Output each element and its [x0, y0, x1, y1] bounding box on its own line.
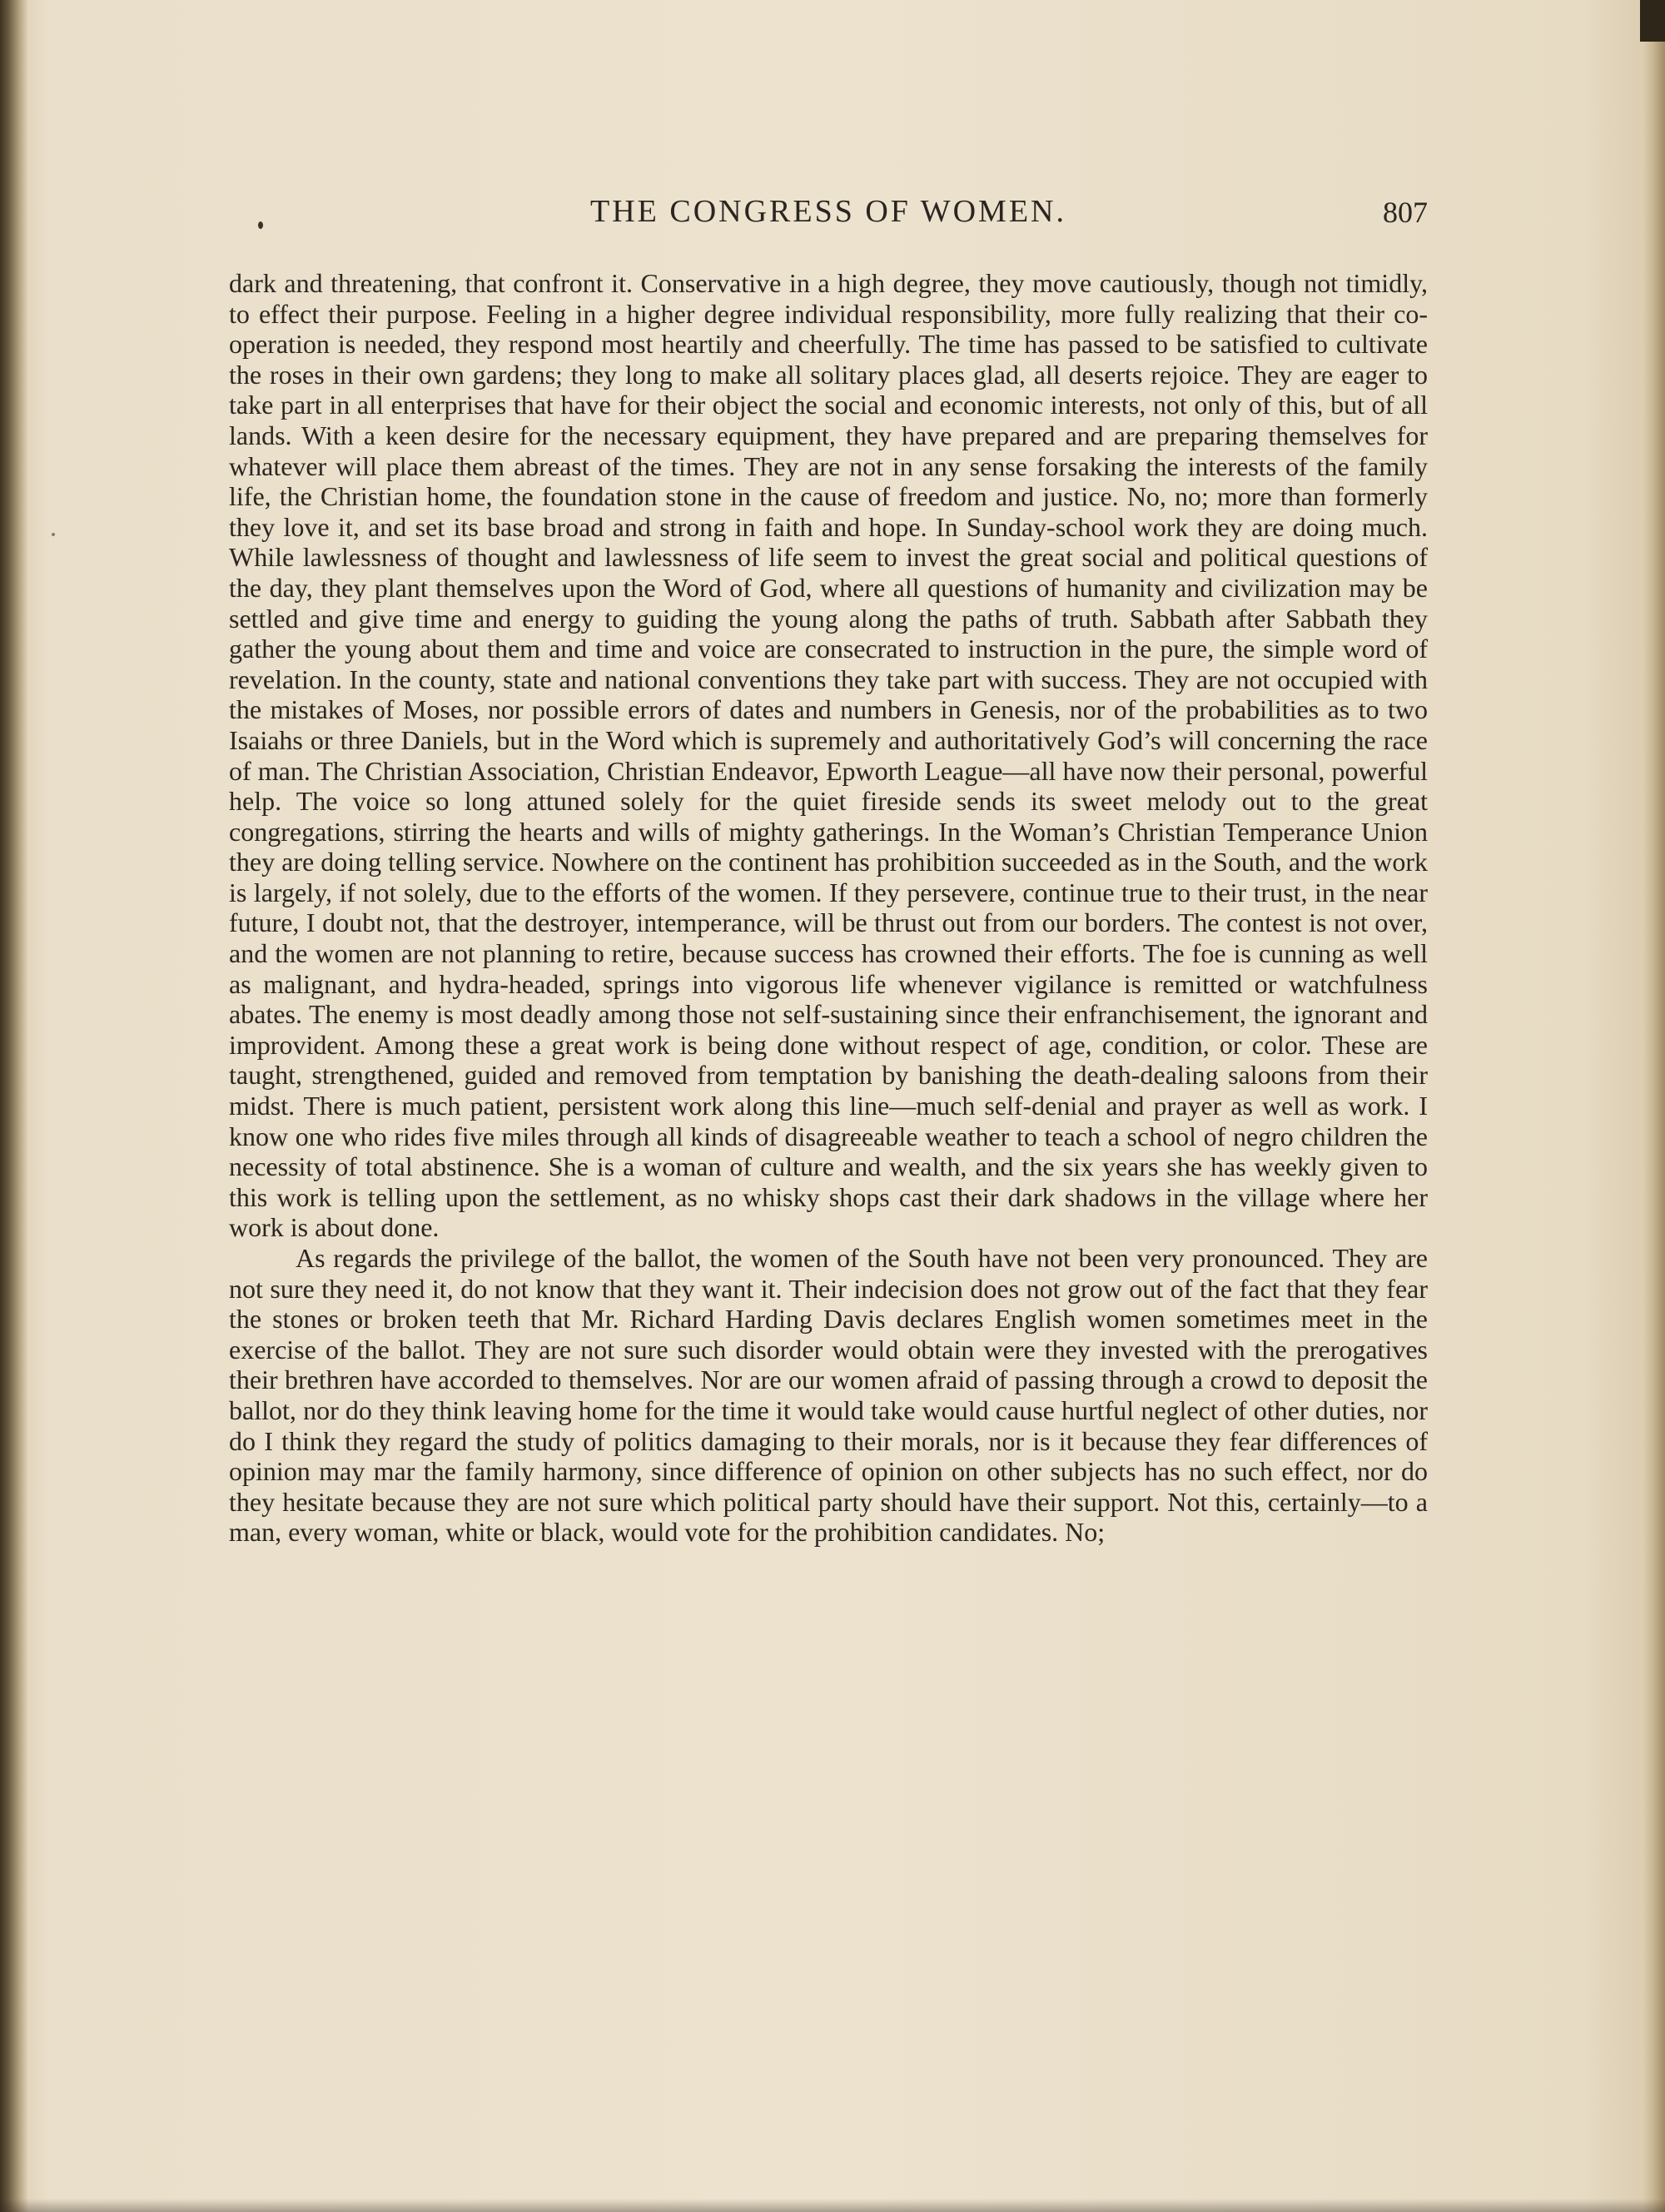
- page-corner-shadow: [1640, 0, 1665, 42]
- page-fore-edge: [1643, 0, 1665, 2212]
- book-spine-edge: [0, 0, 28, 2212]
- paragraph-continued: dark and threatening, that confront it. Conservative in a high degree, they move cautiously, though not timidly, to effect their purpose. Feeling in a higher degree individual responsibility, more fully realizing that their co-operation is needed, they respond most heartily and cheerfully. The time has passed to be satisfied to cultivate the roses in their own gardens; they long to make all solitary places glad, all deserts rejoice. They are eager to take part in all enterprises that have for their object the social and economic interests, not only of this, but of all lands. With a keen desire for the necessary equipment, they have prepared and are preparing themselves for whatever will place them abreast of the times. They are not in any sense forsaking the interests of the family life, the Christian home, the foundation stone in the cause of freedom and justice. No, no; more than formerly they love it, and set its base broad and strong in faith and hope. In Sunday-school work they are doing much. While lawlessness of thought and lawlessness of life seem to invest the great social and political questions of the day, they plant themselves upon the Word of God, where all questions of humanity and civilization may be settled and give time and energy to guiding the young along the paths of truth. Sabbath after Sabbath they gather the young about them and time and voice are consecrated to instruction in the pure, the simple word of revelation. In the county, state and national conventions they take part with success. They are not occupied with the mistakes of Moses, nor possible errors of dates and numbers in Genesis, nor of the probabilities as to two Isaiahs or three Daniels, but in the Word which is supremely and authoritatively God’s will concerning the race of man. The Christian Association, Christian Endeavor, Epworth League—all have now their personal, powerful help. The voice so long attuned solely for the quiet fireside sends its sweet melody out to the great congregations, stirring the hearts and wills of mighty gatherings. In the Woman’s Christian Temperance Union they are doing telling service. Nowhere on the continent has prohibition succeeded as in the South, and the work is largely, if not solely, due to the efforts of the women. If they persevere, continue true to their trust, in the near future, I doubt not, that the destroyer, intemperance, will be thrust out from our borders. The contest is not over, and the women are not planning to retire, because success has crowned their efforts. The foe is cunning as well as malignant, and hydra-headed, springs into vigorous life whenever vigilance is remitted or watchfulness abates. The enemy is most deadly among those not self-sustaining since their enfranchisement, the ignorant and improvident. Among these a great work is being done without respect of age, condition, or color. These are taught, strengthened, guided and removed from temptation by banishing the death-dealing saloons from their midst. There is much patient, persistent work along this line—much self-denial and prayer as well as work. I know one who rides five miles through all kinds of disagreeable weather to teach a school of negro children the necessity of total abstinence. She is a woman of culture and wealth, and the six years she has weekly given to this work is telling upon the settlement, as no whisky shops cast their dark shadows in the village where her work is about done.: [229, 268, 1428, 1243]
- paper-spot: [52, 533, 55, 536]
- running-title: THE CONGRESS OF WOMEN.: [589, 194, 1066, 229]
- page-bottom-shadow: [0, 2199, 1665, 2212]
- body-text: [229, 268, 1428, 1548]
- running-header: [229, 193, 1428, 243]
- paragraph-ballot: As regards the privilege of the ballot, the women of the South have not been very pronounced. They are not sure they need it, do not know that they want it. Their indecision does not grow out of the fact that they fear the stones or broken teeth that Mr. Richard Harding Davis declares English women sometimes meet in the exercise of the ballot. They are not sure such disorder would obtain were they invested with the prerogatives their brethren have accorded to themselves. Nor are our women afraid of passing through a crowd to deposit the ballot, nor do they think leaving home for the time it would take would cause hurtful neglect of other duties, nor do I think they regard the study of politics damaging to their morals, nor is it because they fear differences of opinion may mar the family harmony, since difference of opinion on other subjects has no such effect, nor do they hesitate because they are not sure which political party should have their support. Not this, certainly—to a man, every woman, white or black, would vote for the prohibition candidates. No;: [229, 1243, 1428, 1548]
- page-number: 807: [1383, 196, 1428, 229]
